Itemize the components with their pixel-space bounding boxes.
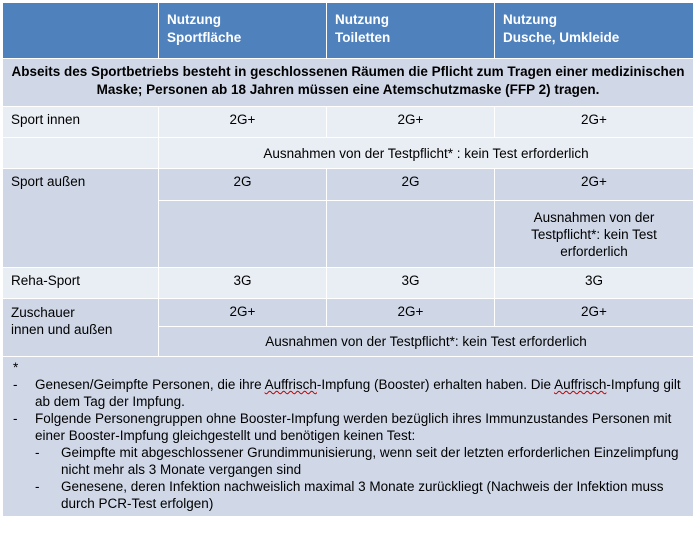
footnote-row — [3, 357, 694, 517]
footnote-subitem-text: Geimpfte mit abgeschlossener Grundimmunisierung, wenn seit der letzten erforderlichen Einzelimpfung nicht mehr als 3 Monate vergangen sind — [61, 445, 679, 477]
exception-line: Testpflicht*: kein Test — [531, 226, 657, 242]
header-line: Sportfläche — [167, 30, 242, 45]
footnote-subitem — [13, 478, 681, 512]
list-dash: - — [35, 445, 40, 460]
cell-value: 2G+ — [327, 107, 495, 138]
cell-value: 3G — [327, 268, 495, 299]
row-label-line: Zuschauer — [11, 305, 75, 320]
list-dash: - — [13, 411, 18, 426]
mask-notice-line: Maske; Personen ab 18 Jahren müssen eine Atemschutzmaske (FFP 2) tragen. — [96, 82, 600, 97]
cell-value: 2G+ — [159, 299, 327, 327]
mask-notice-row — [3, 59, 694, 107]
header-line: Nutzung — [503, 12, 557, 27]
text-segment: Auffrisch — [554, 377, 607, 392]
cell-value: 3G — [159, 268, 327, 299]
cell-value: 2G+ — [327, 299, 495, 327]
text-segment: -Impfung (Booster) erhalten haben. Die — [316, 377, 555, 392]
exception-note — [495, 201, 694, 268]
header-line: Nutzung — [167, 12, 221, 27]
regulation-table — [2, 2, 694, 517]
header-corner — [3, 3, 159, 59]
empty-cell — [3, 138, 159, 169]
cell-value: 2G+ — [495, 299, 694, 327]
footnote-item — [13, 376, 681, 410]
cell-value: 3G — [495, 268, 694, 299]
list-dash: - — [13, 377, 18, 392]
empty-cell — [327, 201, 495, 268]
header-dusche — [495, 3, 694, 59]
row-label: Sport innen — [3, 107, 159, 138]
text-segment: Genesen/Geimpfte Personen, die ihre — [35, 377, 265, 392]
footnote-item-text: Folgende Personengruppen ohne Booster-Impfung werden bezüglich ihres Immunzustandes Personen mit einer Booster-Impfung gleichgestellt und benötigen keinen Test: — [35, 411, 672, 443]
footnote-item-text — [35, 376, 681, 410]
text-segment: Auffrisch — [264, 377, 317, 392]
footnote-item — [13, 410, 681, 444]
row-sport-aussen — [3, 169, 694, 201]
text-segment: -Impfung gilt ab dem Tag der Impfung. — [35, 377, 681, 409]
row-reha-sport — [3, 268, 694, 299]
list-dash: - — [35, 479, 40, 494]
cell-value: 2G+ — [495, 169, 694, 201]
cell-value: 2G — [159, 169, 327, 201]
header-sportflaeche — [159, 3, 327, 59]
cell-value: 2G — [327, 169, 495, 201]
row-zuschauer — [3, 299, 694, 327]
mask-notice — [3, 59, 694, 107]
header-line: Nutzung — [335, 12, 389, 27]
exception-line: Ausnahmen von der — [533, 209, 655, 225]
mask-notice-line: Abseits des Sportbetriebs besteht in geschlossenen Räumen die Pflicht zum Tragen einer medizinischen — [11, 64, 685, 79]
exception-note: Ausnahmen von der Testpflicht* : kein Test erforderlich — [159, 138, 694, 169]
row-sport-innen — [3, 107, 694, 138]
header-toiletten — [327, 3, 495, 59]
empty-cell — [159, 201, 327, 268]
header-row — [3, 3, 694, 59]
row-sport-innen-exception — [3, 138, 694, 169]
row-label: Reha-Sport — [3, 268, 159, 299]
row-label-line: innen und außen — [11, 322, 113, 337]
header-line: Toiletten — [335, 30, 391, 45]
footnote-subitem-text: Genesene, deren Infektion nachweislich maximal 3 Monate zurückliegt (Nachweis der Infektion muss durch PCR-Test erfolgen) — [61, 479, 664, 511]
cell-value: 2G+ — [495, 107, 694, 138]
footnote-marker: * — [13, 360, 19, 375]
row-label: Sport außen — [3, 169, 159, 268]
exception-line: erforderlich — [560, 243, 628, 259]
header-line: Dusche, Umkleide — [503, 30, 620, 45]
cell-value: 2G+ — [159, 107, 327, 138]
row-label — [3, 299, 159, 357]
exception-note: Ausnahmen von der Testpflicht*: kein Test erforderlich — [159, 327, 694, 357]
footnote — [3, 357, 694, 517]
footnote-subitem — [13, 444, 681, 478]
